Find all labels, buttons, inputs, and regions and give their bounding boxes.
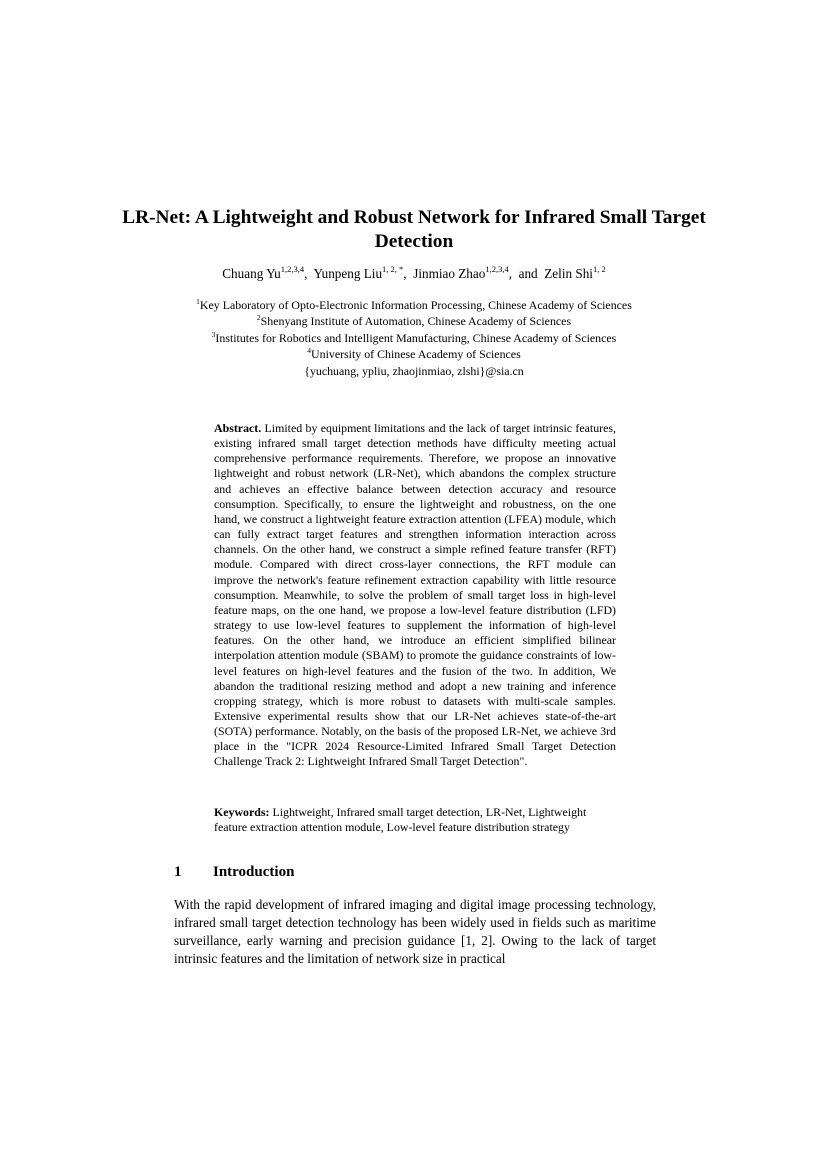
author-name: Yunpeng Liu — [313, 266, 383, 281]
author-affiliation-marker: 1,2,3,4 — [280, 264, 305, 274]
author-separator: , — [403, 266, 414, 281]
author-list — [120, 265, 708, 283]
section-title: Introduction — [213, 864, 295, 880]
affiliation-list — [120, 297, 708, 379]
affiliation — [120, 297, 708, 313]
keywords — [214, 805, 616, 835]
author-affiliation-marker: 1, 2 — [592, 264, 606, 274]
affiliation-marker: 3 — [211, 329, 216, 339]
author-name: Chuang Yu — [222, 266, 281, 281]
affiliation-marker: 2 — [256, 313, 261, 323]
author-affiliation-marker: 1, 2, * — [382, 264, 404, 274]
author — [544, 266, 605, 281]
section-heading — [174, 862, 294, 882]
author — [314, 266, 414, 281]
author-separator: , and — [508, 266, 545, 281]
affiliation-marker: 4 — [307, 346, 312, 356]
email-text: {yuchuang, ypliu, zhaojinmiao, zlshi}@sia.cn — [304, 363, 524, 378]
author-name: Jinmiao Zhao — [413, 266, 486, 281]
affiliation — [120, 330, 708, 346]
paper-title: LR-Net: A Lightweight and Robust Network for Infrared Small Target Detection — [122, 207, 706, 252]
affiliation-text: Shenyang Institute of Automation, Chinese Academy of Sciences — [260, 314, 572, 329]
author-name: Zelin Shi — [544, 266, 593, 281]
author-separator: , — [304, 266, 314, 281]
affiliation-marker: 1 — [196, 297, 200, 306]
affiliation — [120, 346, 708, 362]
affiliation-text: University of Chinese Academy of Sciences — [311, 347, 521, 362]
author-affiliation-marker: 1,2,3,4 — [485, 264, 509, 274]
abstract-label: Abstract. — [214, 421, 262, 435]
affiliation-text: Key Laboratory of Opto-Electronic Information Processing, Chinese Academy of Sciences — [199, 298, 632, 312]
introduction-paragraph: With the rapid development of infrared imaging and digital image processing technology, infrared small target detection technology has been widely used in fields such as maritime surveillance, early warning and precision guidance [1, 2]. Owing to the lack of target intrinsic features and the limitation of network size in practical — [174, 897, 656, 966]
abstract-text: Limited by equipment limitations and the lack of target intrinsic features, existing infrared small target detection methods have difficulty meeting actual comprehensive performance requirements. Therefore, we propose an innovative lightweight and robust network (LR-Net), which abandons the complex structure and achieves an effective balance between detection accuracy and resource consumption. Specifically, to ensure the lightweight and robustness, on the one hand, we construct a lightweight feature extraction attention (LFEA) module, which can fully extract target features and strengthen information interaction across channels. On the other hand, we construct a simple refined feature transfer (RFT) module. Compared with direct cross-layer connections, the RFT module can improve the network's feature refinement extraction capability with little resource consumption. Meanwhile, to solve the problem of small target loss in high-level feature maps, on the one hand, we propose a low-level feature distribution (LFD) strategy to use low-level features to supplement the information of high-level features. On the other hand, we introduce an efficient simplified bilinear interpolation attention module (SBAM) to promote the guidance constraints of low-level features on high-level features and the fusion of the two. In addition, We abandon the traditional resizing method and adopt a new training and inference cropping strategy, which is more robust to datasets with multi-scale samples. Extensive experimental results show that our LR-Net achieves state-of-the-art (SOTA) performance. Notably, on the basis of the proposed LR-Net, we achieve 3rd place in the "ICPR 2024 Resource-Limited Infrared Small Target Detection Challenge Track 2: Lightweight Infrared Small Target Detection". — [214, 421, 616, 769]
keywords-text: Lightweight, Infrared small target detection, LR-Net, Lightweight feature extraction attention module, Low-level feature distribution strategy — [214, 805, 587, 835]
section-number: 1 — [174, 864, 182, 880]
affiliation-text: Institutes for Robotics and Intelligent Manufacturing, Chinese Academy of Sciences — [215, 330, 617, 345]
author-emails — [120, 363, 708, 379]
keywords-label: Keywords: — [214, 805, 270, 819]
affiliation — [120, 313, 708, 329]
author — [413, 266, 544, 281]
abstract — [214, 421, 616, 770]
author — [222, 266, 313, 281]
